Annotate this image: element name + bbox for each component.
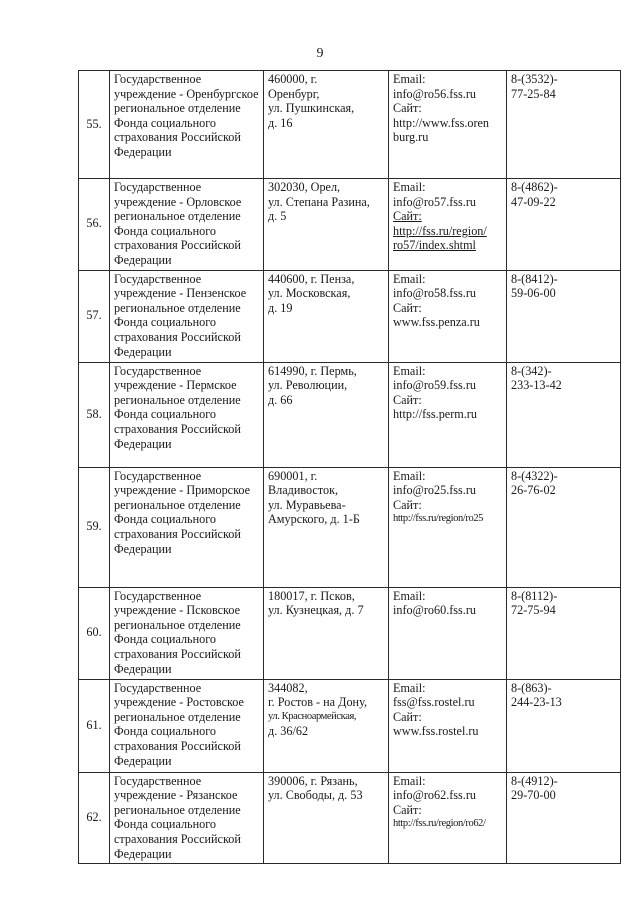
phone-line: 233-13-42 (511, 378, 562, 393)
table-row (79, 772, 621, 864)
contact-cell (389, 467, 507, 587)
address-cell (264, 587, 389, 679)
email-link[interactable]: info@ro60.fss.ru (393, 603, 476, 618)
table-row (79, 270, 621, 362)
phone-cell (507, 679, 621, 772)
address-line: Амурского, д. 1-Б (268, 512, 360, 527)
address-line: д. 19 (268, 300, 293, 315)
email-link[interactable]: info@ro25.fss.ru (393, 483, 476, 498)
site-link[interactable]: www.fss.penza.ru (393, 315, 480, 330)
address-cell (264, 467, 389, 587)
address-line: д. 36/62 (268, 724, 309, 739)
email-label: Email: (393, 680, 426, 695)
email-label: Email: (393, 588, 426, 603)
row-number: 56. (79, 179, 110, 271)
address-line: ул. Пушкинская, (268, 101, 355, 116)
address-line: Владивосток, (268, 483, 339, 498)
site-link[interactable]: http://fss.ru/region/ro25 (393, 513, 484, 525)
row-number: 58. (79, 362, 110, 467)
address-cell (264, 772, 389, 864)
phone-line: 77-25-84 (511, 86, 556, 101)
phone-line: 8-(4862)- (511, 180, 558, 194)
address-line: 390006, г. Рязань, (268, 773, 358, 788)
site-link[interactable]: http://www.fss.oren (393, 115, 490, 130)
table-row (79, 362, 621, 467)
address-line: 614990, г. Пермь, (268, 363, 357, 378)
email-label: Email: (393, 180, 426, 194)
phone-line: 72-75-94 (511, 603, 556, 618)
table-row (79, 467, 621, 587)
organization-name (110, 362, 264, 467)
phone-line: 26-76-02 (511, 483, 556, 498)
email-link[interactable]: fss@fss.rostel.ru (393, 695, 475, 710)
email-label: Email: (393, 773, 426, 788)
organization-name (110, 772, 264, 864)
organization-name (110, 270, 264, 362)
organization-name-text: Государственное учреждение - Рязанское региональное отделение Фонда социального страхования Российской Федерации (114, 773, 241, 861)
organization-name-text: Государственное учреждение - Псковское региональное отделение Фонда социального страхования Российской Федерации (114, 588, 241, 676)
organization-name (110, 71, 264, 179)
contact-cell (389, 587, 507, 679)
fss-offices-table (78, 70, 621, 864)
phone-line: 244-23-13 (511, 695, 562, 710)
address-cell (264, 362, 389, 467)
email-link[interactable]: info@ro62.fss.ru (393, 788, 476, 803)
phone-line: 47-09-22 (511, 194, 556, 209)
phone-line: 29-70-00 (511, 788, 556, 803)
address-line: ул. Степана Разина, (268, 194, 370, 209)
address-cell (264, 179, 389, 271)
organization-name-text: Государственное учреждение - Приморское региональное отделение Фонда социального страхования Российской Федерации (114, 468, 251, 556)
site-label: Сайт: (393, 300, 422, 315)
phone-cell (507, 270, 621, 362)
address-line: ул. Муравьева- (268, 497, 346, 512)
email-link[interactable]: info@ro56.fss.ru (393, 86, 476, 101)
address-line: ул. Революции, (268, 378, 348, 393)
site-link[interactable]: http://fss.perm.ru (393, 407, 477, 422)
address-line: 344082, (268, 680, 308, 695)
address-line: д. 16 (268, 115, 293, 130)
site-label: Сайт: (393, 709, 422, 724)
organization-name-text: Государственное учреждение - Орловское региональное отделение Фонда социального страхования Российской Федерации (114, 180, 242, 267)
site-label: Сайт: (393, 392, 422, 407)
email-label: Email: (393, 72, 426, 86)
phone-cell (507, 71, 621, 179)
contact-cell (389, 179, 507, 271)
address-line: Оренбург, (268, 86, 320, 101)
phone-cell (507, 179, 621, 271)
address-line: ул. Московская, (268, 286, 351, 301)
contact-cell (389, 362, 507, 467)
row-number: 61. (79, 679, 110, 772)
site-link[interactable]: http://fss.ru/region/ro62/ (393, 818, 486, 830)
site-label: Сайт: (393, 101, 422, 116)
row-number: 59. (79, 467, 110, 587)
contact-cell (389, 270, 507, 362)
email-link[interactable]: info@ro59.fss.ru (393, 378, 476, 393)
organization-name-text: Государственное учреждение - Ростовское региональное отделение Фонда социального страхования Российской Федерации (114, 680, 244, 768)
contact-cell (389, 679, 507, 772)
site-link-continued[interactable]: burg.ru (393, 130, 429, 145)
organization-name (110, 587, 264, 679)
email-label: Email: (393, 271, 426, 286)
email-label: Email: (393, 363, 426, 378)
email-label: Email: (393, 468, 426, 483)
phone-cell (507, 467, 621, 587)
organization-name-text: Государственное учреждение - Оренбургское региональное отделение Фонда социального страхования Российской Федерации (114, 72, 259, 159)
address-line: 440600, г. Пенза, (268, 271, 355, 286)
table-row (79, 587, 621, 679)
organization-name (110, 179, 264, 271)
phone-line: 8-(342)- (511, 363, 552, 378)
site-label: Сайт: (393, 497, 422, 512)
address-cell (264, 270, 389, 362)
site-link[interactable]: www.fss.rostel.ru (393, 724, 479, 739)
address-line: ул. Красноармейская, (268, 710, 357, 722)
phone-cell (507, 362, 621, 467)
organization-name-text: Государственное учреждение - Пермское региональное отделение Фонда социального страхования Российской Федерации (114, 363, 241, 451)
contact-cell (389, 71, 507, 179)
phone-line: 59-06-00 (511, 286, 556, 301)
phone-line: 8-(8412)- (511, 271, 558, 286)
site-label: Сайт: (393, 209, 422, 224)
phone-line: 8-(863)- (511, 680, 552, 695)
phone-cell (507, 587, 621, 679)
email-link[interactable]: info@ro58.fss.ru (393, 286, 476, 301)
phone-line: 8-(4322)- (511, 468, 558, 483)
row-number: 60. (79, 587, 110, 679)
phone-line: 8-(8112)- (511, 588, 558, 603)
table-row (79, 71, 621, 179)
phone-line: 8-(3532)- (511, 72, 558, 86)
site-link-continued[interactable]: ro57/index.shtml (393, 238, 476, 253)
organization-name-text: Государственное учреждение - Пензенское региональное отделение Фонда социального страхования Российской Федерации (114, 271, 247, 359)
address-line: д. 66 (268, 392, 293, 407)
address-line: 180017, г. Псков, (268, 588, 355, 603)
address-cell (264, 679, 389, 772)
address-line: г. Ростов - на Дону, (268, 695, 367, 710)
site-link[interactable]: http://fss.ru/region/ (393, 223, 487, 238)
address-cell (264, 71, 389, 179)
address-line: 690001, г. (268, 468, 318, 483)
contact-cell (389, 772, 507, 864)
address-line: 460000, г. (268, 72, 318, 86)
email-link[interactable]: info@ro57.fss.ru (393, 194, 476, 209)
row-number: 57. (79, 270, 110, 362)
address-line: д. 5 (268, 209, 287, 224)
organization-name (110, 467, 264, 587)
site-label: Сайт: (393, 802, 422, 817)
table-row (79, 679, 621, 772)
row-number: 55. (79, 71, 110, 179)
address-line: ул. Кузнецкая, д. 7 (268, 603, 364, 618)
organization-name (110, 679, 264, 772)
table-row (79, 179, 621, 271)
phone-cell (507, 772, 621, 864)
address-line: 302030, Орел, (268, 180, 341, 194)
address-line: ул. Свободы, д. 53 (268, 788, 363, 803)
page-number: 9 (316, 46, 324, 61)
phone-line: 8-(4912)- (511, 773, 558, 788)
row-number: 62. (79, 772, 110, 864)
